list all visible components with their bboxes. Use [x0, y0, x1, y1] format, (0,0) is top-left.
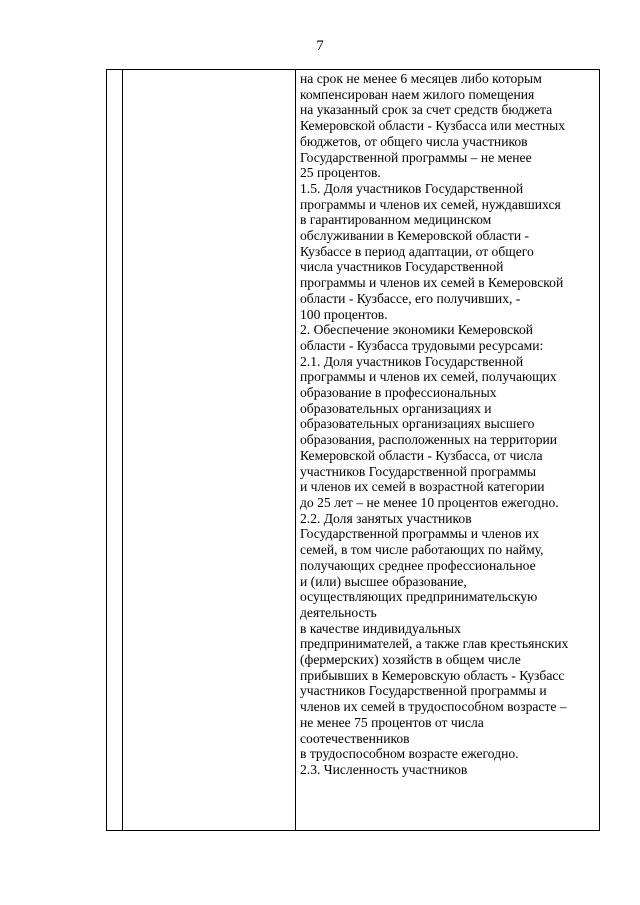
- table-row: [107, 70, 600, 831]
- text-line: 2.2. Доля занятых участников: [300, 510, 472, 526]
- text-line: членов их семей в трудоспособном возрасте –: [300, 699, 567, 715]
- text-line: 100 процентов.: [300, 306, 388, 322]
- text-line: в гарантированном медицинском: [300, 212, 492, 228]
- text-line: числа участников Государственной: [300, 259, 504, 275]
- text-line: семей, в том числе работающих по найму,: [300, 542, 544, 558]
- text-line: на указанный срок за счет средств бюджета: [300, 102, 553, 118]
- table-cell-name: [123, 70, 296, 831]
- text-line: Кемеровской области - Кузбасса, от числа: [300, 447, 543, 463]
- text-line: и (или) высшее образование,: [300, 573, 467, 589]
- text-line: области - Кузбассе, его получивших, -: [300, 290, 521, 306]
- text-line: образование в профессиональных: [300, 385, 497, 401]
- text-line: бюджетов, от общего числа участников: [300, 133, 528, 149]
- text-line: 1.5. Доля участников Государственной: [300, 180, 524, 196]
- text-line: программы и членов их семей, получающих: [300, 369, 557, 385]
- text-line: не менее 75 процентов от числа: [300, 714, 484, 730]
- text-line: Кузбассе в период адаптации, от общего: [300, 243, 534, 259]
- table-cell-number: [107, 70, 123, 831]
- text-line: программы и членов их семей в Кемеровской: [300, 275, 564, 291]
- page-number: 7: [316, 38, 324, 54]
- text-line: 2.1. Доля участников Государственной: [300, 353, 524, 369]
- text-line: компенсирован наем жилого помещения: [300, 86, 535, 102]
- text-line: соотечественников: [300, 730, 410, 746]
- text-line: осуществляющих предпринимательскую: [300, 589, 538, 605]
- document-table: [106, 69, 600, 831]
- text-line: 25 процентов.: [300, 165, 381, 181]
- text-line: до 25 лет – не менее 10 процентов ежегодно.: [300, 494, 559, 510]
- text-line: деятельность: [300, 604, 377, 620]
- table-cell-description: [296, 70, 600, 831]
- text-line: Кемеровской области - Кузбасса или местных: [300, 118, 566, 134]
- text-line: области - Кузбасса трудовыми ресурсами:: [300, 337, 544, 353]
- text-line: образовательных организациях высшего: [300, 416, 535, 432]
- text-line: на срок не менее 6 месяцев либо которым: [300, 71, 542, 86]
- text-line: Государственной программы – не менее: [300, 149, 532, 165]
- text-line: участников Государственной программы и: [300, 683, 547, 699]
- text-line: 2.3. Численность участников: [300, 761, 468, 777]
- text-line: (фермерских) хозяйств в общем числе: [300, 652, 521, 668]
- text-line: получающих среднее профессиональное: [300, 557, 536, 573]
- text-line: образования, расположенных на территории: [300, 432, 558, 448]
- text-line: программы и членов их семей, нуждавшихся: [300, 196, 561, 212]
- text-line: участников Государственной программы: [300, 463, 537, 479]
- text-line: в трудоспособном возрасте ежегодно.: [300, 746, 519, 762]
- text-line: образовательных организациях и: [300, 400, 492, 416]
- text-line: и членов их семей в возрастной категории: [300, 479, 545, 495]
- text-line: в качестве индивидуальных: [300, 620, 461, 636]
- text-line: 2. Обеспечение экономики Кемеровской: [300, 322, 534, 338]
- text-line: предпринимателей, а также глав крестьянских: [300, 636, 569, 652]
- text-line: обслуживании в Кемеровской области -: [300, 228, 530, 244]
- text-line: прибывших в Кемеровскую область - Кузбасс: [300, 667, 565, 683]
- description-text: [300, 71, 597, 778]
- text-line: Государственной программы и членов их: [300, 526, 540, 542]
